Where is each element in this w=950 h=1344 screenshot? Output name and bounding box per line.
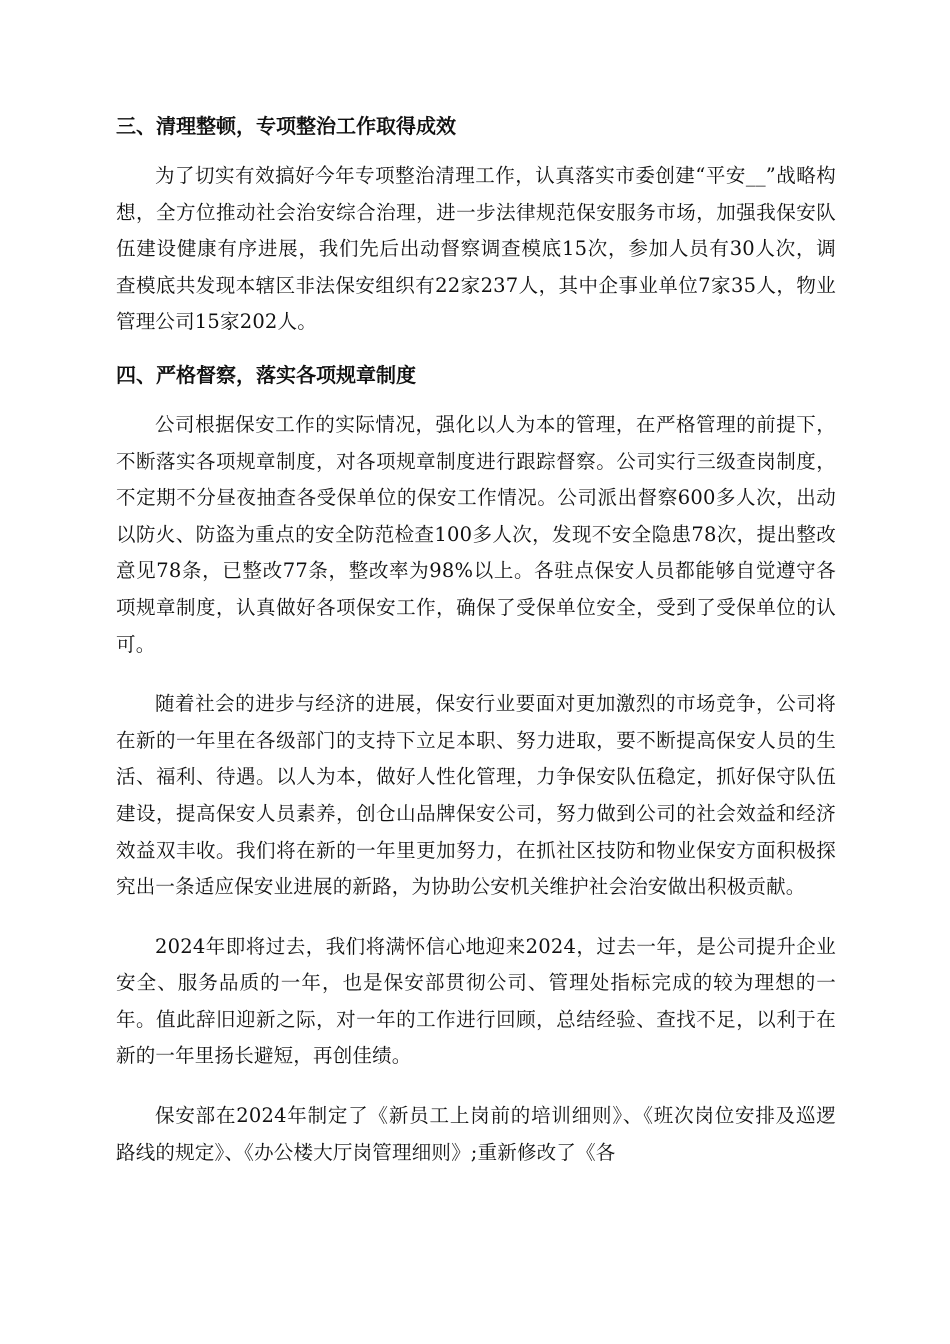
section-heading-3: 三、清理整顿，专项整治工作取得成效	[116, 114, 456, 138]
paragraph: 公司根据保安工作的实际情况，强化以人为本的管理，在严格管理的前提下，不断落实各项规章制度，对各项规章制度进行跟踪督察。公司实行三级查岗制度，不定期不分昼夜抽查各受保单位的保安工作情况。公司派出督察600多人次，出动以防火、防盗为重点的安全防范检查100多人次，发现不安全隐患78次，提出整改意见78条，已整改77条，整改率为98%以上。各驻点保安人员都能够自觉遵守各项规章制度，认真做好各项保安工作，确保了受保单位安全，受到了受保单位的认可。	[116, 412, 836, 656]
document-page	[116, 108, 836, 1171]
paragraph: 2024年即将过去，我们将满怀信心地迎来2024，过去一年，是公司提升企业安全、服务品质的一年，也是保安部贯彻公司、管理处指标完成的较为理想的一年。值此辞旧迎新之际，对一年的工作进行回顾，总结经验、查找不足，以利于在新的一年里扬长避短，再创佳绩。	[116, 934, 836, 1068]
paragraph: 随着社会的进步与经济的进展，保安行业要面对更加激烈的市场竞争，公司将在新的一年里在各级部门的支持下立足本职、努力进取，要不断提高保安人员的生活、福利、待遇。以人为本，做好人性化管理，力争保安队伍稳定，抓好保守队伍建设，提高保安人员素养，创仓山品牌保安公司，努力做到公司的社会效益和经济效益双丰收。我们将在新的一年里更加努力，在抓社区技防和物业保安方面积极探究出一条适应保安业进展的新路，为协助公安机关维护社会治安做出积极贡献。	[116, 692, 836, 899]
paragraph: 保安部在2024年制定了《新员工上岗前的培训细则》、《班次岗位安排及巡逻路线的规定》、《办公楼大厅岗管理细则》;重新修改了《各	[116, 1104, 836, 1164]
section-heading-4: 四、严格督察，落实各项规章制度	[116, 362, 416, 387]
paragraph: 为了切实有效搞好今年专项整治清理工作，认真落实市委创建“平安__”战略构想，全方位推动社会治安综合治理，进一步法律规范保安服务市场，加强我保安队伍建设健康有序进展，我们先后出动督察调查模底15次，参加人员有30人次，调查模底共发现本辖区非法保安组织有22家237人，其中企事业单位7家35人，物业管理公司15家202人。	[116, 164, 836, 334]
